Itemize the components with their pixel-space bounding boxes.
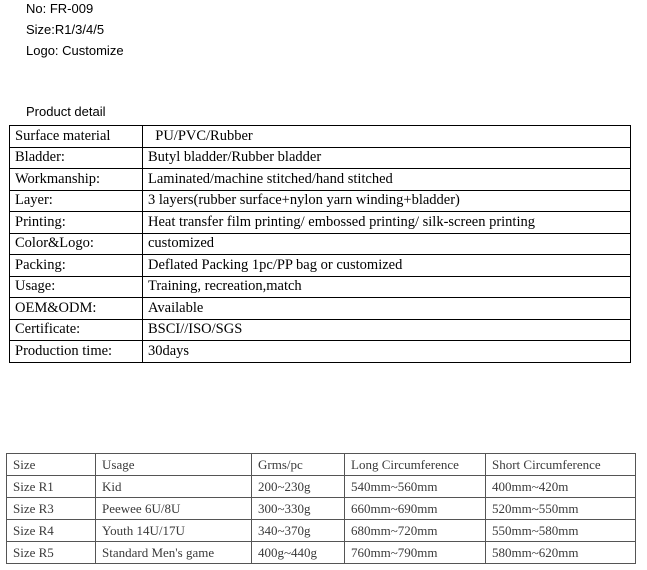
detail-row-packing <box>10 255 631 277</box>
detail-value: customized <box>143 233 631 255</box>
size-row-r1 <box>7 476 636 498</box>
table-cell: Size R5 <box>7 542 96 564</box>
header-cell-usage: Usage <box>96 454 252 476</box>
detail-value: Laminated/machine stitched/hand stitched <box>143 169 631 191</box>
detail-label: OEM&ODM: <box>10 298 143 320</box>
detail-label: Workmanship: <box>10 169 143 191</box>
detail-value: PU/PVC/Rubber <box>143 126 631 148</box>
table-cell: 760mm~790mm <box>345 542 486 564</box>
product-number: No: FR-009 <box>26 1 94 16</box>
detail-row-usage <box>10 276 631 298</box>
size-table <box>6 453 636 564</box>
table-cell: Size R3 <box>7 498 96 520</box>
header-cell-weight: Grms/pc <box>252 454 345 476</box>
product-logo-option: Logo: Customize <box>26 43 124 58</box>
detail-row-production-time <box>10 341 631 363</box>
product-detail-table <box>9 125 631 363</box>
detail-row-certificate <box>10 319 631 341</box>
detail-value: Available <box>143 298 631 320</box>
detail-row-workmanship <box>10 169 631 191</box>
table-cell: 660mm~690mm <box>345 498 486 520</box>
detail-value: Heat transfer film printing/ embossed printing/ silk-screen printing <box>143 212 631 234</box>
detail-row-color-logo <box>10 233 631 255</box>
size-table-header-row <box>7 454 636 476</box>
table-cell: 580mm~620mm <box>486 542 636 564</box>
table-cell: Peewee 6U/8U <box>96 498 252 520</box>
size-row-r4 <box>7 520 636 542</box>
detail-label: Color&Logo: <box>10 233 143 255</box>
table-cell: Standard Men's game <box>96 542 252 564</box>
detail-value: Training, recreation,match <box>143 276 631 298</box>
detail-label: Surface material <box>10 126 143 148</box>
table-cell: 300~330g <box>252 498 345 520</box>
detail-row-printing <box>10 212 631 234</box>
table-cell: 340~370g <box>252 520 345 542</box>
table-cell: 400g~440g <box>252 542 345 564</box>
detail-label: Certificate: <box>10 319 143 341</box>
table-cell: 550mm~580mm <box>486 520 636 542</box>
detail-value: 30days <box>143 341 631 363</box>
detail-row-bladder <box>10 147 631 169</box>
detail-label: Printing: <box>10 212 143 234</box>
detail-label: Layer: <box>10 190 143 212</box>
detail-label: Bladder: <box>10 147 143 169</box>
detail-value: BSCI//ISO/SGS <box>143 319 631 341</box>
header-cell-size: Size <box>7 454 96 476</box>
detail-label: Packing: <box>10 255 143 277</box>
table-cell: Kid <box>96 476 252 498</box>
table-cell: Size R4 <box>7 520 96 542</box>
size-row-r5 <box>7 542 636 564</box>
detail-row-oem-odm <box>10 298 631 320</box>
table-cell: Size R1 <box>7 476 96 498</box>
detail-value: Butyl bladder/Rubber bladder <box>143 147 631 169</box>
detail-label: Usage: <box>10 276 143 298</box>
product-sizes: Size:R1/3/4/5 <box>26 22 105 37</box>
detail-value: Deflated Packing 1pc/PP bag or customized <box>143 255 631 277</box>
detail-row-surface-material <box>10 126 631 148</box>
product-detail-heading: Product detail <box>26 104 106 119</box>
header-cell-long-circumference: Long Circumference <box>345 454 486 476</box>
table-cell: 680mm~720mm <box>345 520 486 542</box>
table-cell: Youth 14U/17U <box>96 520 252 542</box>
table-cell: 200~230g <box>252 476 345 498</box>
table-cell: 540mm~560mm <box>345 476 486 498</box>
detail-row-layer <box>10 190 631 212</box>
header-cell-short-circumference: Short Circumference <box>486 454 636 476</box>
detail-value: 3 layers(rubber surface+nylon yarn winding+bladder) <box>143 190 631 212</box>
table-cell: 520mm~550mm <box>486 498 636 520</box>
detail-label: Production time: <box>10 341 143 363</box>
table-cell: 400mm~420m <box>486 476 636 498</box>
size-row-r3 <box>7 498 636 520</box>
